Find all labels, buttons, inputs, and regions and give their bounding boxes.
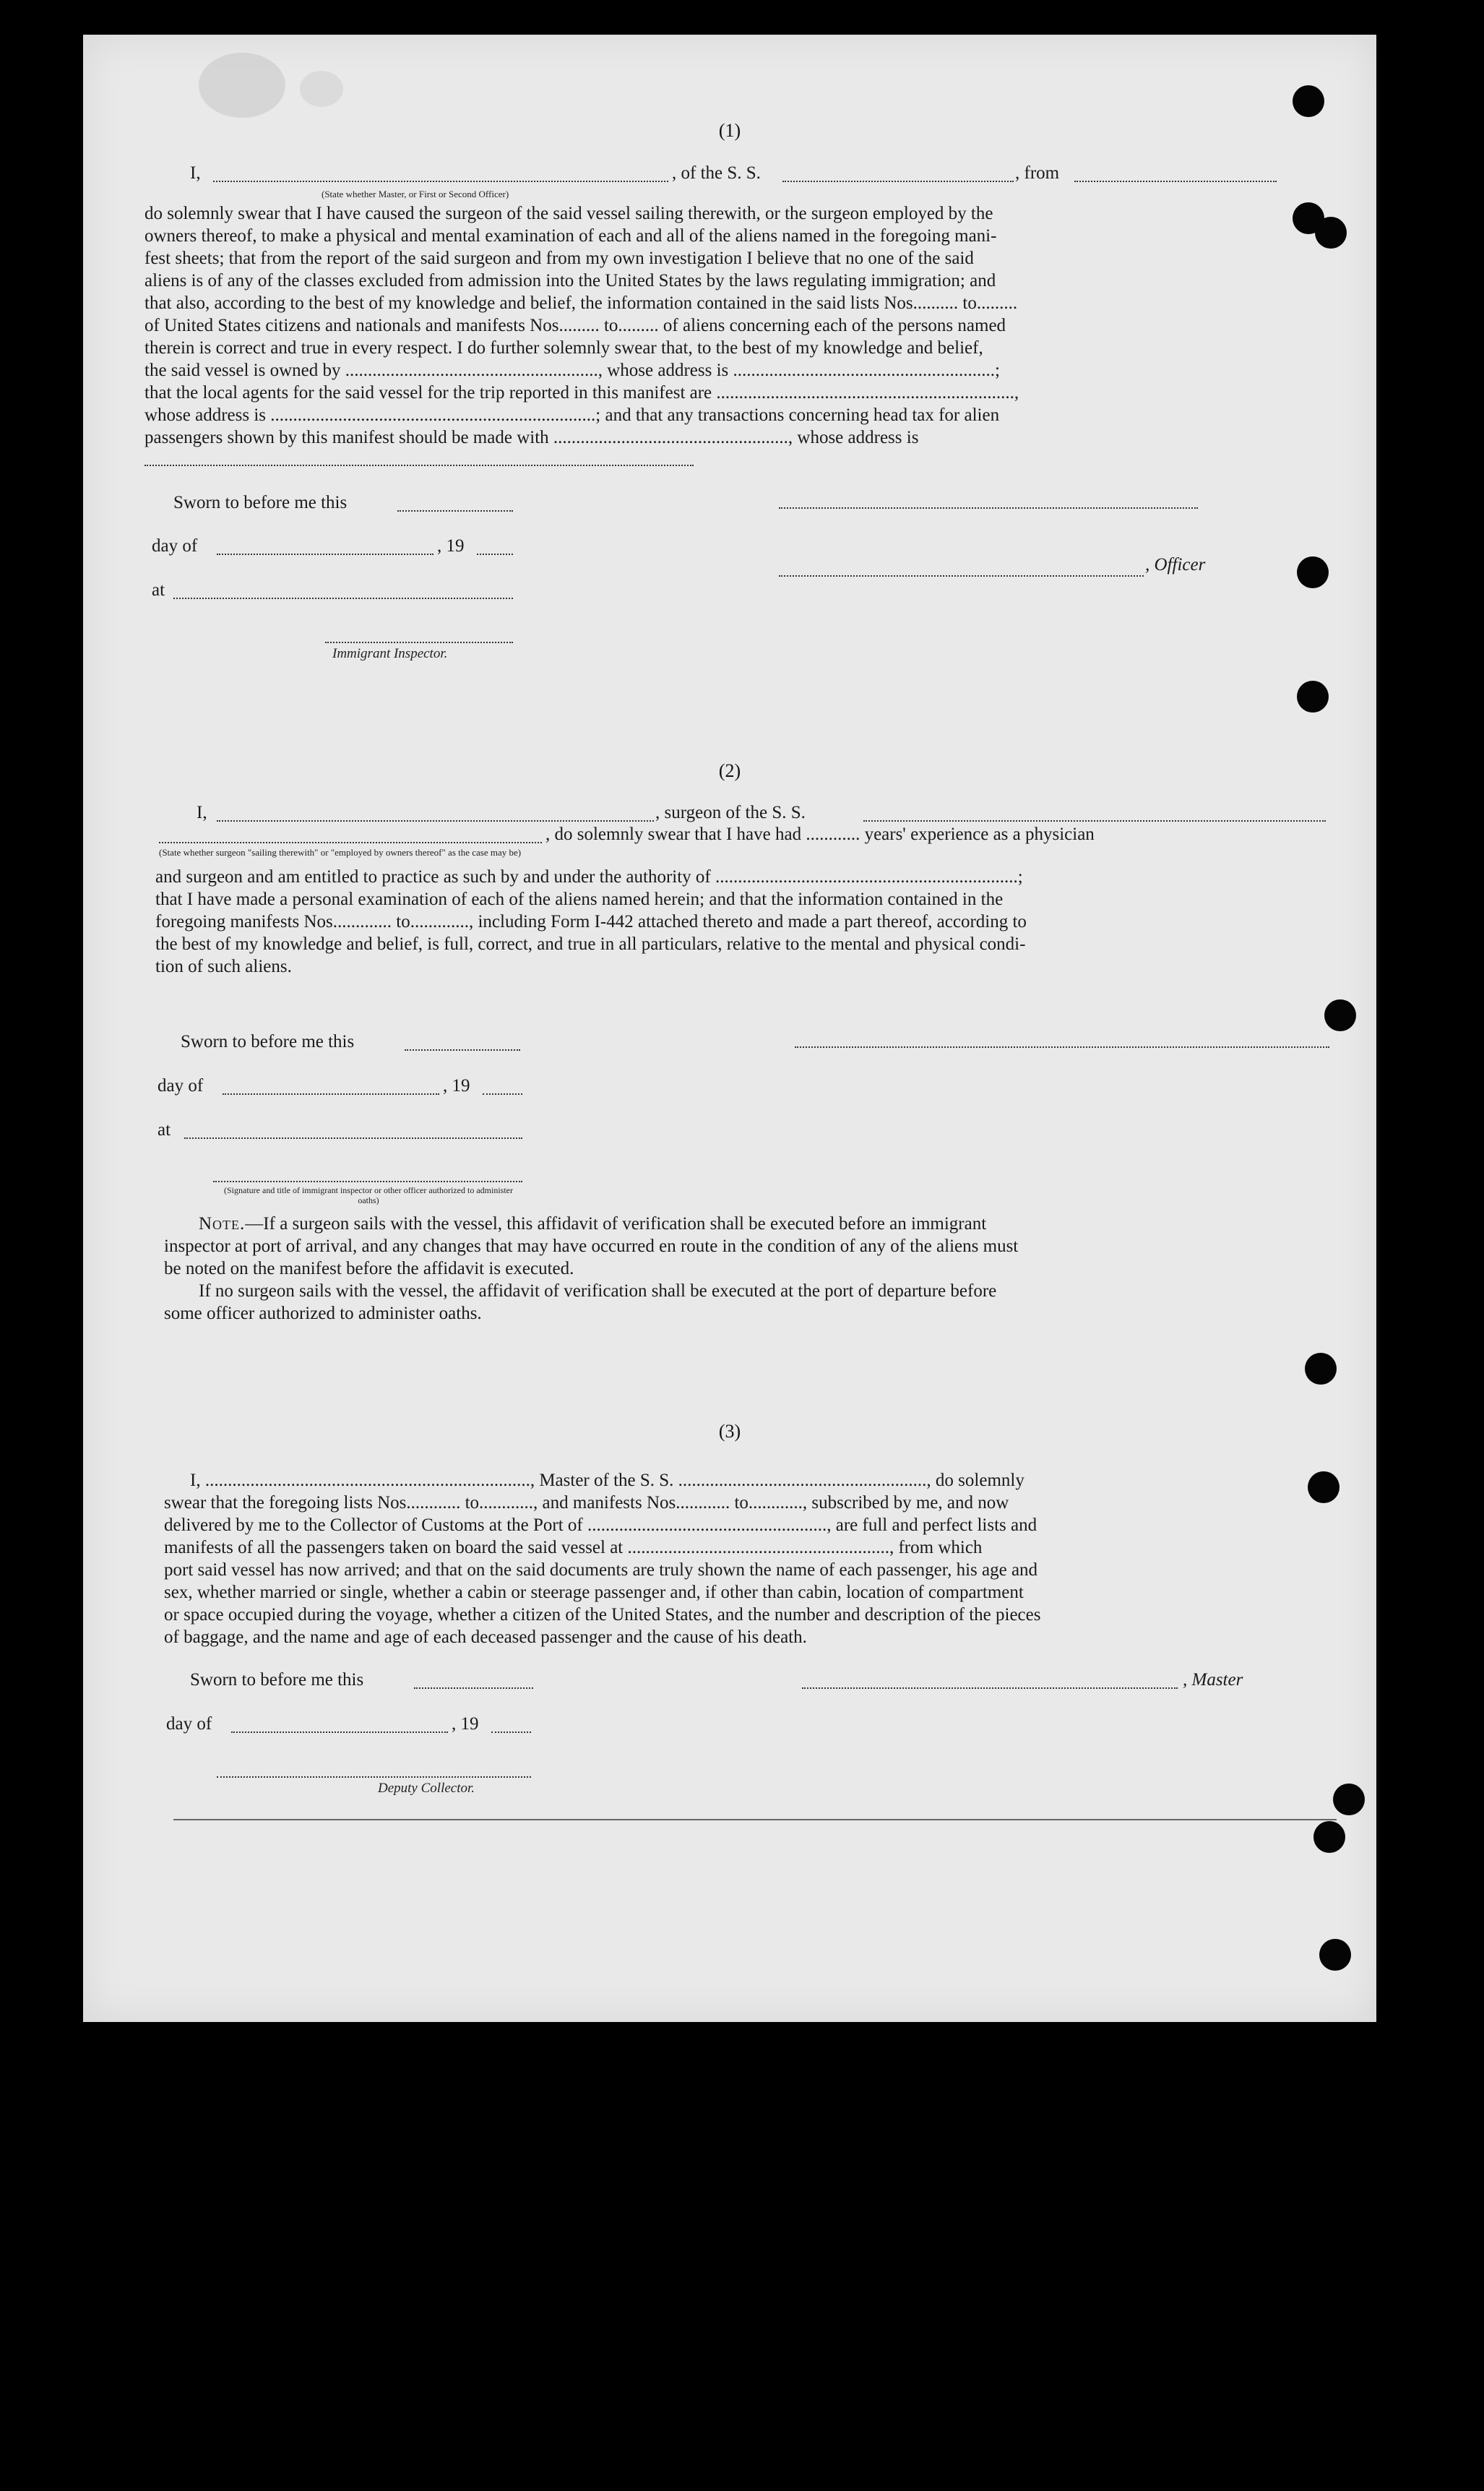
section1-i-label: I, [190,163,201,183]
section3-line: I, ........................................................................, Master of the S. S. ......................................................., do solemnly [190,1471,1024,1490]
section2-at-blank [184,1137,522,1139]
section1-vessel-blank [782,181,1014,182]
punch-hole [1313,1821,1345,1853]
section1-line: passengers shown by this manifest should be made with ...................................................., whose address is [144,428,919,447]
section3-collector-blank [217,1776,531,1778]
punch-hole [1315,217,1347,249]
section1-line: that the local agents for the said vessel for the trip reported in this manifest are .................................................................., [144,383,1019,403]
section2-body [155,866,1332,978]
punch-hole [1305,1353,1337,1385]
section3-line: port said vessel has now arrived; and that on the said documents are truly shown the name of each passenger, his age and [164,1560,1038,1580]
section3-line: swear that the foregoing lists Nos............ to............, and manifests Nos............ to............, subscribed by me, and now [164,1493,1009,1513]
bottom-rule [173,1819,1337,1820]
section2-year-blank [483,1093,522,1095]
section2-sworn: Sworn to before me this [181,1032,355,1051]
section2-swear-line: , do solemnly swear that I have had ............ years' experience as a physician [545,825,1095,844]
note-label: Note. [199,1214,246,1234]
section2-inspector-blank [213,1181,522,1182]
section2-line: foregoing manifests Nos............. to............., including Form I-442 attached thereto and made a part thereof, according to [155,912,1027,932]
section2-note [164,1213,1332,1325]
section1-year: , 19 [437,536,465,556]
note-line: inspector at port of arrival, and any changes that may have occurred en route in the condition of any of the aliens must [164,1236,1019,1256]
section3-year-blank [491,1731,531,1733]
section2-surgeon-of: , surgeon of the S. S. [655,803,806,822]
punch-hole [1297,681,1329,713]
section1-officer-blank [213,181,668,182]
section3-line: sex, whether married or single, whether a cabin or steerage passenger and, if other than cabin, location of compartment [164,1583,1024,1602]
note2-line: If no surgeon sails with the vessel, the affidavit of verification shall be executed at the port of departure before [199,1281,997,1301]
section2-name-blank [217,820,654,822]
section3-day-of: day of [166,1714,212,1734]
punch-hole [1293,85,1324,117]
section3-body [164,1469,1336,1648]
section1-line: therein is correct and true in every respect. I do further solemnly swear that, to the best of my knowledge and belief, [144,338,983,358]
section1-body [144,202,1324,449]
section3-line: or space occupied during the voyage, whether a citizen of the United States, and the number and description of the pieces [164,1605,1041,1625]
section2-i-label: I, [197,803,207,822]
section1-signature-blank [779,507,1198,509]
punch-hole [1319,1939,1351,1971]
section2-vessel-blank [863,820,1326,822]
section2-sworn-blank [405,1049,520,1051]
punch-hole [1308,1471,1340,1503]
section1-at-blank [173,598,513,599]
section3-sworn: Sworn to before me this [190,1670,364,1690]
section2-line: and surgeon and am entitled to practice as such by and under the authority of ...................................................................; [155,867,1023,887]
section1-from-label: , from [1015,163,1060,183]
section2-surgeon-type-blank [159,842,542,843]
section2-surgeon-note: (State whether surgeon "sailing therewith" or "employed by owners thereof" as the case may be) [159,847,522,858]
section2-line: tion of such aliens. [155,957,292,976]
section3-year: , 19 [452,1714,479,1734]
section1-number: (1) [718,120,741,141]
section1-from-blank [1074,181,1277,182]
section1-trailing-blank [144,465,694,466]
note-line: be noted on the manifest before the affidavit is executed. [164,1259,574,1278]
section1-line: the said vessel is owned by ........................................................, whose address is ..........................................................; [144,361,1000,380]
paper-stain [300,71,343,107]
section1-inspector-label: Immigrant Inspector. [332,646,448,661]
section3-line: delivered by me to the Collector of Customs at the Port of ....................................................., are full and perfect lists and [164,1515,1037,1535]
section2-day-blank [223,1093,439,1095]
section1-line: fest sheets; that from the report of the said surgeon and from my own investigation I believe that no one of the said [144,249,974,268]
section1-year-blank [477,554,513,555]
section3-sworn-blank [414,1687,533,1689]
section3-line: manifests of all the passengers taken on board the said vessel at .........................................................., from which [164,1538,983,1557]
section2-line: that I have made a personal examination of each of the aliens named herein; and that the information contained in the [155,890,1004,909]
section3-day-blank [231,1731,448,1733]
section2-line: the best of my knowledge and belief, is full, correct, and true in all particulars, relative to the mental and physical condi- [155,934,1026,954]
punch-hole [1333,1784,1365,1815]
note-first-line [164,1213,1332,1235]
note2-line: some officer authorized to administer oaths. [164,1304,482,1323]
section1-inspector-blank [325,642,513,643]
section2-signature-blank [795,1046,1329,1048]
section1-line: that also, according to the best of my knowledge and belief, the information contained in the said lists Nos.......... to......... [144,293,1018,313]
paper-stain [199,53,285,118]
section1-line: owners thereof, to make a physical and mental examination of each and all of the aliens named in the foregoing mani- [144,226,997,246]
section1-at: at [152,580,165,600]
section2-number: (2) [718,760,741,781]
section3-number: (3) [718,1421,741,1442]
section1-line: do solemnly swear that I have caused the surgeon of the said vessel sailing therewith, or the surgeon employed by the [144,204,993,223]
section3-collector-label: Deputy Collector. [378,1781,475,1796]
note-line: —If a surgeon sails with the vessel, this affidavit of verification shall be executed before an immigrant [245,1214,987,1234]
section2-at: at [158,1120,171,1140]
manifest-page [83,35,1376,2022]
section2-year: , 19 [443,1076,470,1096]
section2-signature-note: (Signature and title of immigrant inspector or other officer authorized to administer oaths) [224,1185,513,1205]
section1-line: whose address is ........................................................................; and that any transactions concerning head tax for alien [144,405,1000,425]
section2-day-of: day of [158,1076,204,1096]
section1-officer-note: (State whether Master, or First or Second Officer) [322,189,509,199]
bleed-through-text [387,439,1037,1523]
section1-sworn: Sworn to before me this [173,493,348,512]
section1-of-the-ss: , of the S. S. [672,163,761,183]
section1-officer-label: , Officer [1145,555,1206,575]
section3-line: of baggage, and the name and age of each deceased passenger and the cause of his death. [164,1627,807,1647]
section1-sworn-blank [397,510,513,512]
section1-line: aliens is of any of the classes excluded from admission into the United States by the laws regulating immigration; and [144,271,996,291]
section1-officer-sig-blank [779,575,1144,577]
section1-line: of United States citizens and nationals and manifests Nos......... to......... of aliens concerning each of the persons named [144,316,1006,335]
punch-hole [1297,556,1329,588]
section1-day-blank [217,554,433,555]
section3-master-label: , Master [1183,1670,1243,1690]
section1-day-of: day of [152,536,198,556]
punch-hole [1324,999,1356,1031]
section3-master-blank [802,1687,1178,1689]
